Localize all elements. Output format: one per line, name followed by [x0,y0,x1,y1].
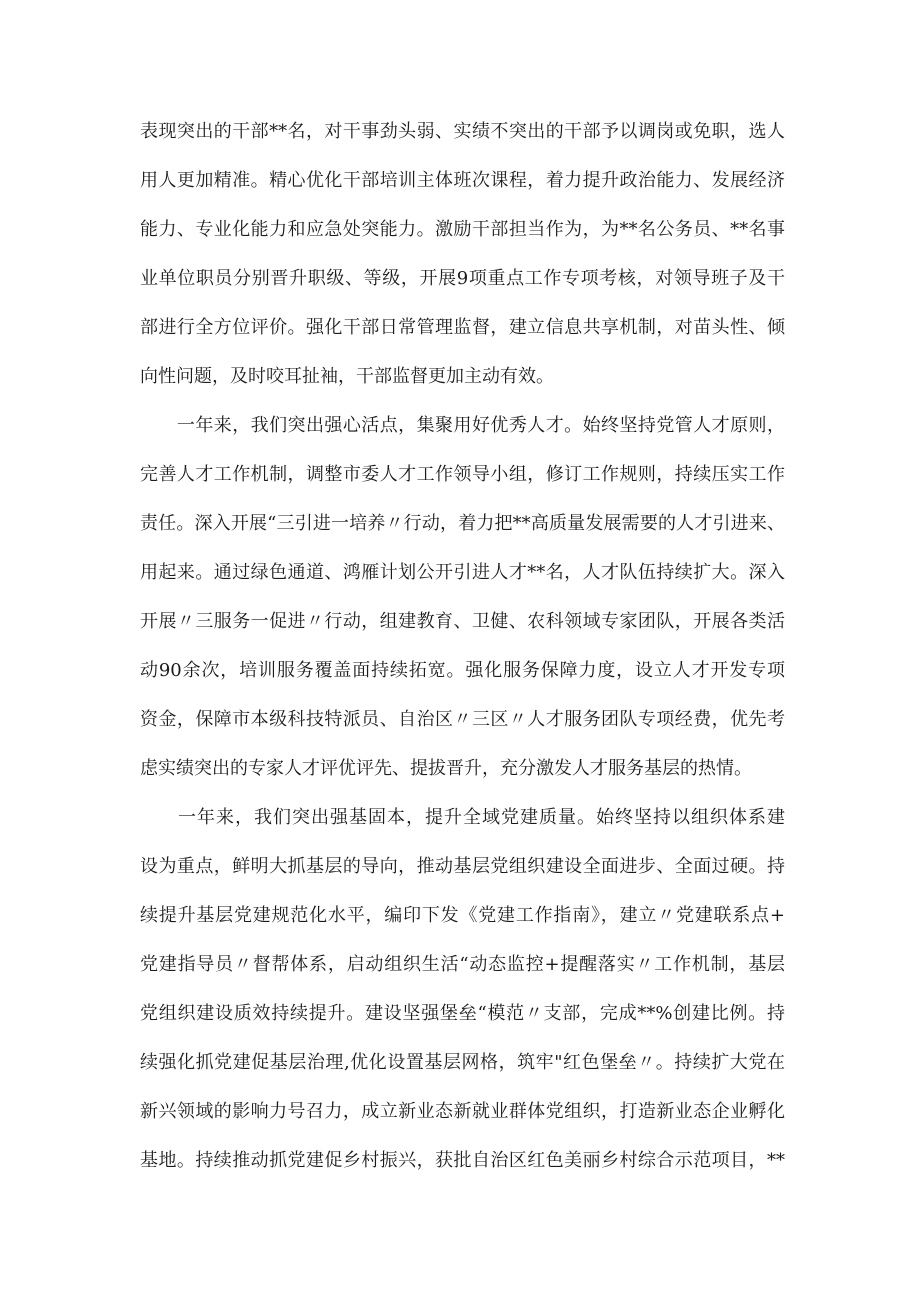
paragraph-3-line-1: 一年来，我们突出强基固本，提升全域党建质量。始终坚持以组织体系建 [140,807,785,828]
paragraph-3-line-3: 续提升基层党建规范化水平，编印下发《党建工作指南》，建立〃党建联系点+ [140,905,785,926]
paragraph-2-line-4: 用起来。通过绿色通道、鸿雁计划公开引进人才**名，人才队伍持续扩大。深入 [140,562,785,583]
paragraph-2-line-8: 虑实绩突出的专家人才评优评先、提拔晋升，充分激发人才服务基层的热情。 [140,758,752,779]
paragraph-2-line-5: 开展〃三服务一促进〃行动，组建教育、卫健、农科领域专家团队，开展各类活 [140,611,785,632]
paragraph-2-line-7: 资金，保障市本级科技特派员、自治区〃三区〃人才服务团队专项经费，优先考 [140,709,785,730]
paragraph-1-line-5: 部进行全方位评价。强化干部日常管理监督，建立信息共享机制，对苗头性、倾 [140,317,785,338]
paragraph-1-line-3: 能力、专业化能力和应急处突能力。激励干部担当作为，为**名公务员、**名事 [140,219,785,240]
paragraph-1-line-4: 业单位职员分别晋升职级、等级，开展9项重点工作专项考核，对领导班子及干 [140,268,785,289]
paragraph-1-line-6: 向性问题，及时咬耳扯袖，干部监督更加主动有效。 [140,366,554,387]
paragraph-2-line-3: 责任。深入开展“三引进一培养〃行动，着力把**高质量发展需要的人才引进来、 [140,513,785,534]
paragraph-1-line-2: 用人更加精准。精心优化干部培训主体班次课程，着力提升政治能力、发展经济 [140,170,785,191]
paragraph-3-line-8: 基地。持续推动抓党建促乡村振兴，获批自治区红色美丽乡村综合示范项目，** [140,1150,785,1171]
paragraph-2-line-1: 一年来，我们突出强心活点，集聚用好优秀人才。始终坚持党管人才原则， [140,415,785,436]
paragraph-3-line-2: 设为重点，鲜明大抓基层的导向，推动基层党组织建设全面进步、全面过硬。持 [140,856,785,877]
paragraph-3-line-5: 党组织建设质效持续提升。建设坚强堡垒“模范〃支部，完成**%创建比例。持 [140,1003,785,1024]
paragraph-3-line-6: 续强化抓党建促基层治理,优化设置基层网格，筑牢"红色堡垒〃。持续扩大党在 [140,1052,785,1073]
paragraph-2-line-2: 完善人才工作机制，调整市委人才工作领导小组，修订工作规则，持续压实工作 [140,464,785,485]
paragraph-3-line-7: 新兴领域的影响力号召力，成立新业态新就业群体党组织，打造新业态企业孵化 [140,1101,785,1122]
paragraph-1-line-1: 表现突出的干部**名，对干事劲头弱、实绩不突出的干部予以调岗或免职，选人 [140,121,785,142]
paragraph-3-line-4: 党建指导员〃督帮体系，启动组织生活“动态监控+提醒落实〃工作机制，基层 [140,954,785,975]
paragraph-2-line-6: 动90余次，培训服务覆盖面持续拓宽。强化服务保障力度，设立人才开发专项 [140,660,785,681]
